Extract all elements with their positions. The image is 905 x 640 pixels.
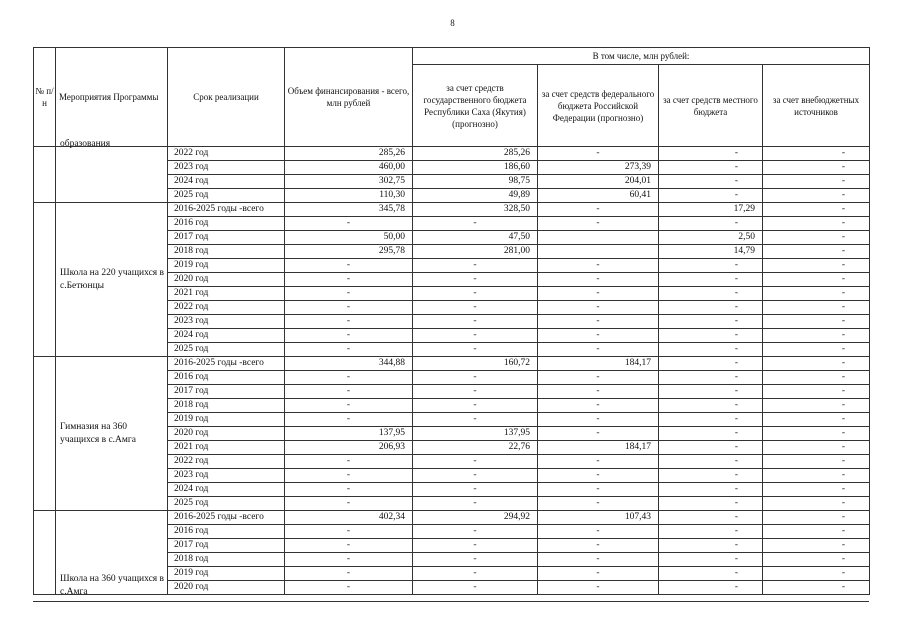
cell-local-budget: - — [659, 581, 763, 595]
cell-total: - — [285, 315, 413, 329]
table-row — [34, 511, 870, 525]
cell-total: - — [285, 371, 413, 385]
cell-federal-budget: - — [538, 399, 659, 413]
cell-local-budget: 14,79 — [659, 245, 763, 259]
cell-local-budget: - — [659, 497, 763, 511]
cell-federal-budget: - — [538, 343, 659, 357]
cell-federal-budget: - — [538, 483, 659, 497]
cell-number — [34, 357, 56, 511]
header-including-group: В том числе, млн рублей: — [413, 48, 870, 65]
cell-state-budget: - — [413, 217, 538, 231]
cell-state-budget: 49,89 — [413, 189, 538, 203]
cell-state-budget: - — [413, 343, 538, 357]
cell-state-budget: - — [413, 287, 538, 301]
cell-state-budget: - — [413, 455, 538, 469]
cell-period: 2022 год — [168, 147, 285, 161]
cell-offbudget: - — [763, 147, 870, 161]
cell-federal-budget: - — [538, 385, 659, 399]
cell-state-budget: - — [413, 315, 538, 329]
cell-total: - — [285, 581, 413, 595]
cell-period: 2016-2025 годы -всего — [168, 357, 285, 371]
cell-total: - — [285, 259, 413, 273]
cell-offbudget: - — [763, 259, 870, 273]
cell-local-budget: - — [659, 567, 763, 581]
cell-federal-budget: - — [538, 413, 659, 427]
cell-offbudget: - — [763, 483, 870, 497]
event-name: Гимназия на 360 учащихся в с.Амга — [60, 421, 137, 445]
cell-offbudget: - — [763, 161, 870, 175]
cell-state-budget: 137,95 — [413, 427, 538, 441]
cell-offbudget: - — [763, 399, 870, 413]
cell-state-budget: - — [413, 553, 538, 567]
cell-offbudget: - — [763, 329, 870, 343]
cell-offbudget: - — [763, 189, 870, 203]
cell-offbudget: - — [763, 497, 870, 511]
cell-period: 2021 год — [168, 287, 285, 301]
cell-total: - — [285, 217, 413, 231]
cell-local-budget: - — [659, 511, 763, 525]
cell-total: 285,26 — [285, 147, 413, 161]
cell-period: 2018 год — [168, 399, 285, 413]
cell-local-budget: - — [659, 217, 763, 231]
cell-total: - — [285, 539, 413, 553]
cell-total: - — [285, 329, 413, 343]
cell-offbudget: - — [763, 231, 870, 245]
cell-offbudget: - — [763, 539, 870, 553]
cell-period: 2019 год — [168, 259, 285, 273]
header-row-1 — [34, 48, 870, 65]
cell-period: 2025 год — [168, 343, 285, 357]
cell-offbudget: - — [763, 511, 870, 525]
cell-period: 2024 год — [168, 329, 285, 343]
cell-offbudget: - — [763, 371, 870, 385]
cell-event — [56, 511, 168, 595]
cell-local-budget: - — [659, 441, 763, 455]
cell-federal-budget: 273,39 — [538, 161, 659, 175]
cell-local-budget: - — [659, 161, 763, 175]
cell-local-budget: - — [659, 329, 763, 343]
cell-state-budget: - — [413, 497, 538, 511]
cell-total: - — [285, 273, 413, 287]
cell-state-budget: 186,60 — [413, 161, 538, 175]
cell-period: 2024 год — [168, 175, 285, 189]
cell-state-budget: 160,72 — [413, 357, 538, 371]
page-number: 8 — [450, 18, 455, 28]
cell-federal-budget: - — [538, 497, 659, 511]
cell-local-budget: - — [659, 553, 763, 567]
table-row — [34, 357, 870, 371]
cell-total: - — [285, 525, 413, 539]
cell-total: 344,88 — [285, 357, 413, 371]
cell-state-budget: - — [413, 483, 538, 497]
header-state-budget: за счет средств государственного бюджета Республики Саха (Якутия) (прогнозно) — [413, 65, 538, 147]
cell-event — [56, 357, 168, 511]
cell-state-budget: - — [413, 539, 538, 553]
cell-offbudget: - — [763, 413, 870, 427]
cell-federal-budget — [538, 231, 659, 245]
cell-offbudget: - — [763, 469, 870, 483]
cell-federal-budget: - — [538, 455, 659, 469]
cell-state-budget: - — [413, 259, 538, 273]
cell-local-budget: - — [659, 539, 763, 553]
cell-state-budget: 328,50 — [413, 203, 538, 217]
cell-local-budget: - — [659, 287, 763, 301]
event-name: образования — [60, 139, 111, 149]
table-body — [34, 139, 870, 597]
table-row — [34, 147, 870, 161]
cell-period: 2018 год — [168, 553, 285, 567]
cell-federal-budget: - — [538, 567, 659, 581]
cell-state-budget: - — [413, 301, 538, 315]
cell-period: 2020 год — [168, 427, 285, 441]
cell-local-budget: - — [659, 189, 763, 203]
event-name: Школа на 360 учащихся в с.Амга — [60, 574, 165, 597]
cell-total: 110,30 — [285, 189, 413, 203]
cell-local-budget: - — [659, 301, 763, 315]
cell-federal-budget: 60,41 — [538, 189, 659, 203]
cell-local-budget: - — [659, 259, 763, 273]
cell-total: - — [285, 399, 413, 413]
cell-total: 460,00 — [285, 161, 413, 175]
cell-period: 2020 год — [168, 581, 285, 595]
cell-state-budget: 98,75 — [413, 175, 538, 189]
cell-offbudget: - — [763, 301, 870, 315]
cell-period: 2016 год — [168, 371, 285, 385]
cell-period: 2019 год — [168, 567, 285, 581]
cell-state-budget: 281,00 — [413, 245, 538, 259]
cell-federal-budget: - — [538, 315, 659, 329]
cell-period: 2016-2025 годы -всего — [168, 511, 285, 525]
cell-federal-budget: 184,17 — [538, 357, 659, 371]
header-period: Срок реализации — [168, 48, 285, 147]
cell-federal-budget: - — [538, 287, 659, 301]
table-header — [34, 48, 870, 147]
cell-federal-budget: - — [538, 553, 659, 567]
cell-number — [34, 203, 56, 357]
cell-federal-budget: - — [538, 427, 659, 441]
cell-event — [56, 139, 168, 203]
cell-offbudget: - — [763, 217, 870, 231]
cell-local-budget: - — [659, 273, 763, 287]
cell-federal-budget: 204,01 — [538, 175, 659, 189]
cell-local-budget: - — [659, 525, 763, 539]
cell-federal-budget: - — [538, 217, 659, 231]
cell-federal-budget: - — [538, 525, 659, 539]
cell-offbudget: - — [763, 581, 870, 595]
cell-number — [34, 511, 56, 595]
cell-period: 2023 год — [168, 161, 285, 175]
header-local-budget: за счет средств местного бюджета — [659, 65, 763, 147]
cell-local-budget: - — [659, 147, 763, 161]
cell-local-budget: 2,50 — [659, 231, 763, 245]
cell-state-budget: 47,50 — [413, 231, 538, 245]
cell-total: - — [285, 385, 413, 399]
cell-total: - — [285, 469, 413, 483]
financing-table — [33, 47, 870, 595]
header-event: Мероприятия Программы — [56, 48, 168, 147]
cell-period: 2016 год — [168, 525, 285, 539]
cell-federal-budget: - — [538, 581, 659, 595]
cell-federal-budget: 107,43 — [538, 511, 659, 525]
cell-federal-budget: - — [538, 329, 659, 343]
cell-total: 295,78 — [285, 245, 413, 259]
cell-total: 206,93 — [285, 441, 413, 455]
cell-federal-budget: - — [538, 259, 659, 273]
cell-local-budget: - — [659, 469, 763, 483]
cell-total: - — [285, 413, 413, 427]
cell-period: 2017 год — [168, 385, 285, 399]
cell-state-budget: 294,92 — [413, 511, 538, 525]
cell-local-budget: - — [659, 315, 763, 329]
cell-offbudget: - — [763, 385, 870, 399]
cell-local-budget: - — [659, 385, 763, 399]
cell-period: 2018 год — [168, 245, 285, 259]
cell-total: - — [285, 455, 413, 469]
cell-period: 2024 год — [168, 483, 285, 497]
header-offbudget: за счет внебюджетных источников — [763, 65, 870, 147]
cell-federal-budget: 184,17 — [538, 441, 659, 455]
cell-state-budget: - — [413, 581, 538, 595]
cell-state-budget: 22,76 — [413, 441, 538, 455]
cell-total: - — [285, 287, 413, 301]
cell-federal-budget: - — [538, 203, 659, 217]
header-federal-budget: за счет средств федерального бюджета Российской Федерации (прогнозно) — [538, 65, 659, 147]
cell-period: 2017 год — [168, 539, 285, 553]
cell-total: - — [285, 343, 413, 357]
cell-local-budget: - — [659, 427, 763, 441]
cell-local-budget: - — [659, 399, 763, 413]
cell-local-budget: - — [659, 357, 763, 371]
cell-offbudget: - — [763, 553, 870, 567]
cell-offbudget: - — [763, 245, 870, 259]
cell-offbudget: - — [763, 525, 870, 539]
cell-federal-budget — [538, 245, 659, 259]
cell-period: 2023 год — [168, 469, 285, 483]
cell-federal-budget: - — [538, 147, 659, 161]
cell-local-budget: - — [659, 175, 763, 189]
cell-state-budget: - — [413, 329, 538, 343]
cell-state-budget: - — [413, 567, 538, 581]
cell-federal-budget: - — [538, 539, 659, 553]
cell-period: 2019 год — [168, 413, 285, 427]
financing-table-container — [33, 47, 869, 602]
cell-period: 2023 год — [168, 315, 285, 329]
cell-offbudget: - — [763, 273, 870, 287]
cell-federal-budget: - — [538, 469, 659, 483]
cell-offbudget: - — [763, 287, 870, 301]
cell-event — [56, 203, 168, 357]
cell-period: 2020 год — [168, 273, 285, 287]
cell-period: 2022 год — [168, 455, 285, 469]
cell-period: 2025 год — [168, 497, 285, 511]
cell-total: 402,34 — [285, 511, 413, 525]
cell-offbudget: - — [763, 175, 870, 189]
cell-offbudget: - — [763, 441, 870, 455]
cell-offbudget: - — [763, 357, 870, 371]
cell-total: - — [285, 567, 413, 581]
cell-period: 2021 год — [168, 441, 285, 455]
cell-total: - — [285, 497, 413, 511]
cell-offbudget: - — [763, 427, 870, 441]
cell-state-budget: - — [413, 469, 538, 483]
cell-local-budget: - — [659, 413, 763, 427]
cell-total: 50,00 — [285, 231, 413, 245]
cell-total: 302,75 — [285, 175, 413, 189]
cell-state-budget: - — [413, 273, 538, 287]
cell-period: 2016 год — [168, 217, 285, 231]
cell-state-budget: - — [413, 385, 538, 399]
cell-local-budget: 17,29 — [659, 203, 763, 217]
cell-federal-budget: - — [538, 273, 659, 287]
table-row — [34, 203, 870, 217]
cell-offbudget: - — [763, 567, 870, 581]
cell-period: 2017 год — [168, 231, 285, 245]
cell-state-budget: - — [413, 525, 538, 539]
cell-number — [34, 147, 56, 203]
cell-offbudget: - — [763, 343, 870, 357]
cell-local-budget: - — [659, 371, 763, 385]
header-number: № п/н — [34, 48, 56, 147]
cell-state-budget: - — [413, 371, 538, 385]
cell-state-budget: - — [413, 413, 538, 427]
cell-total: 137,95 — [285, 427, 413, 441]
cell-total: - — [285, 553, 413, 567]
cell-total: - — [285, 301, 413, 315]
cell-total: - — [285, 483, 413, 497]
cell-offbudget: - — [763, 315, 870, 329]
cell-federal-budget: - — [538, 301, 659, 315]
event-name: Школа на 220 учащихся в с.Бетюнцы — [60, 267, 165, 291]
cell-federal-budget: - — [538, 371, 659, 385]
cell-offbudget: - — [763, 455, 870, 469]
cell-local-budget: - — [659, 343, 763, 357]
cell-period: 2025 год — [168, 189, 285, 203]
cell-local-budget: - — [659, 455, 763, 469]
cell-total: 345,78 — [285, 203, 413, 217]
cell-period: 2016-2025 годы -всего — [168, 203, 285, 217]
cell-local-budget: - — [659, 483, 763, 497]
cell-period: 2022 год — [168, 301, 285, 315]
cell-offbudget: - — [763, 203, 870, 217]
cell-state-budget: - — [413, 399, 538, 413]
cell-state-budget: 285,26 — [413, 147, 538, 161]
header-total: Объем финансирования - всего, млн рублей — [285, 48, 413, 147]
